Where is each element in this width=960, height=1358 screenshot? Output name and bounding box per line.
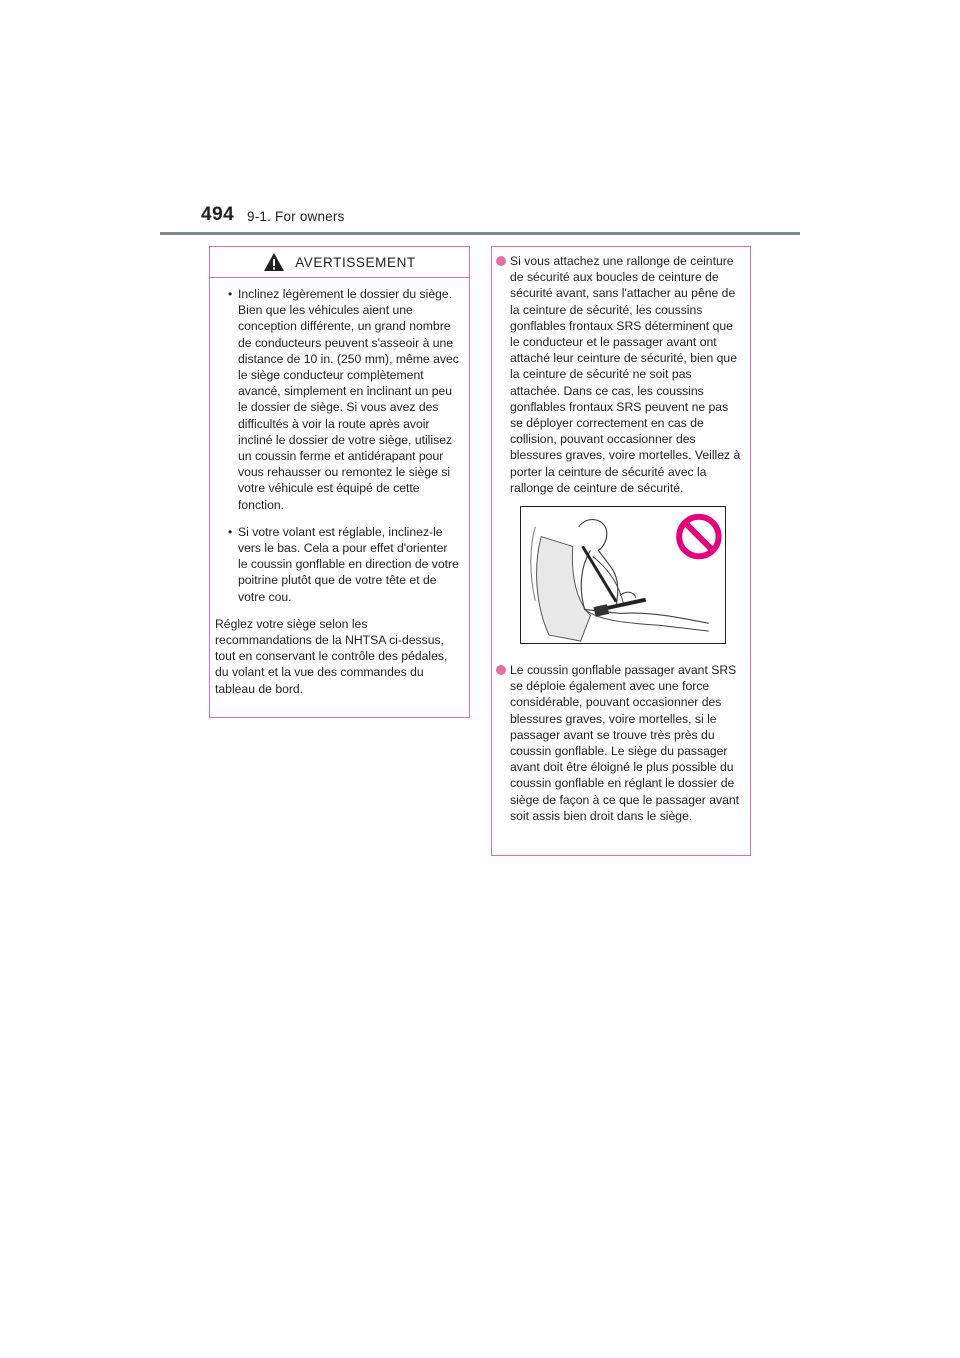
bullet-dot-icon: • bbox=[228, 287, 233, 301]
warning-bullet-text: Si votre volant est réglable, inclinez-le vers le bas. Cela a pour effet d'orienter le coussin gonflable en direction de votre poitrine plutôt que de votre tête et de votre cou. bbox=[238, 524, 459, 604]
airbag-bullet-list bbox=[492, 247, 750, 496]
warning-closing-text: Réglez votre siège selon les recommandations de la NHTSA ci-dessus, tout en conservant le contrôle des pédales, du volant et la vue des commandes du tableau de bord. bbox=[215, 616, 448, 696]
seatbelt-extender-illustration bbox=[520, 506, 726, 644]
list-item bbox=[496, 662, 742, 824]
warning-header bbox=[210, 247, 469, 278]
warning-title: AVERTISSEMENT bbox=[295, 254, 416, 270]
warning-box bbox=[209, 246, 470, 718]
airbag-info-box bbox=[491, 246, 751, 856]
list-item bbox=[228, 286, 459, 513]
section-title: 9-1. For owners bbox=[247, 209, 345, 224]
bullet-dot-icon bbox=[496, 665, 506, 675]
prohibited-icon bbox=[679, 517, 718, 556]
warning-triangle-icon bbox=[263, 252, 285, 272]
header-divider bbox=[160, 232, 800, 235]
bullet-dot-icon: • bbox=[228, 524, 233, 539]
airbag-bullet-list-2 bbox=[492, 656, 750, 824]
warning-bullet-text: Inclinez légèrement le dossier du siège. Bien que les véhicules aient une conception différente, un grand nombre de conducteurs peuvent s'asseoir à une distance de 10 in. (250 mm), même avec le siège conducteur complètement avancé, simplement en inclinant un peu le dossier de siège. Si vous avez des difficultés à voir la route après avoir incliné le dossier de votre siège, utilisez un coussin ferme et antidérapant pour vous rehausser ou remontez le siège si votre véhicule est équipé de cette fonction. bbox=[238, 287, 459, 512]
list-item bbox=[228, 524, 459, 605]
bullet-dot-icon bbox=[496, 256, 506, 266]
list-item bbox=[496, 253, 742, 496]
warning-bullet-list bbox=[210, 278, 469, 605]
airbag-bullet-text: Le coussin gonflable passager avant SRS se déploie également avec une force considérable, pouvant occasionner des blessures graves, voire mortelles, si le passager avant se trouve très près du coussin gonflable. Le siège du passager avant doit être éloigné le plus possible du coussin gonflable en réglant le dossier de siège de façon à ce que le passager avant soit assis bien droit dans le siège. bbox=[510, 663, 740, 823]
page-number: 494 bbox=[201, 204, 235, 225]
airbag-bullet-text: Si vous attachez une rallonge de ceinture de sécurité aux boucles de ceinture de sécurité avant, sans l'attacher au pêne de la ceinture de sécurité, les coussins gonflables frontaux SRS déterminent que le conducteur et le passager avant ont attaché leur ceinture de sécurité, bien que la ceinture de sécurité ne soit pas attachée. Dans ce cas, les coussins gonflables frontaux SRS peuvent ne pas se déployer correctement en cas de collision, pouvant occasionner des blessures graves, voire mortelles. Veillez à porter la ceinture de sécurité avec la rallonge de ceinture de sécurité. bbox=[510, 254, 741, 495]
